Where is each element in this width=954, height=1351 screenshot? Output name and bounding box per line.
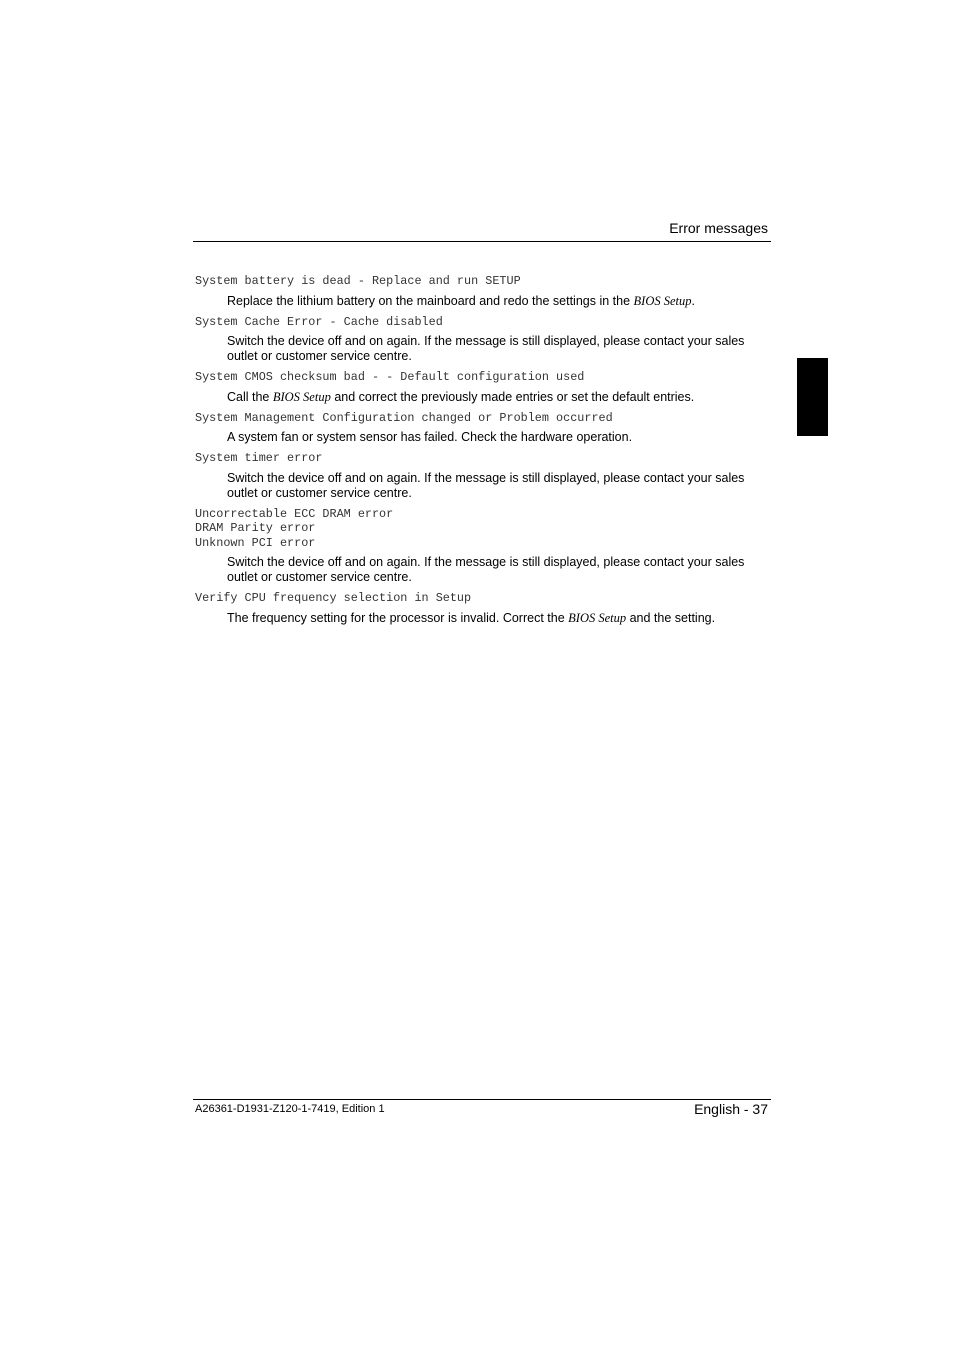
footer-divider xyxy=(193,1099,771,1100)
error-description xyxy=(227,294,772,309)
error-message-list xyxy=(195,274,771,632)
error-entry xyxy=(195,507,771,586)
error-description xyxy=(227,611,772,626)
error-entry xyxy=(195,274,771,309)
desc-italic-term: BIOS Setup xyxy=(633,293,692,308)
desc-text: A system fan or system sensor has failed. Check the hardware operation. xyxy=(227,430,633,444)
error-message: Verify CPU frequency selection in Setup xyxy=(195,591,472,605)
error-description xyxy=(227,430,772,445)
desc-text: Switch the device off and on again. If the message is still displayed, please contact your sales outlet or customer service centre. xyxy=(227,334,745,363)
error-description xyxy=(227,390,772,405)
error-entry xyxy=(195,370,771,405)
error-description xyxy=(227,334,772,364)
error-message: System battery is dead - Replace and run SETUP xyxy=(195,274,521,288)
error-description xyxy=(227,471,772,501)
error-message: System Cache Error - Cache disabled xyxy=(195,314,443,329)
desc-text: Switch the device off and on again. If the message is still displayed, please contact your sales outlet or customer service centre. xyxy=(227,555,745,584)
desc-text: . xyxy=(691,293,695,308)
error-message: System CMOS checksum bad - - Default configuration used xyxy=(195,370,585,384)
error-entry xyxy=(195,451,771,501)
desc-italic-term: BIOS Setup xyxy=(568,610,627,625)
error-entry xyxy=(195,315,771,365)
page-number: English - 37 xyxy=(694,1101,768,1117)
error-entry xyxy=(195,411,771,446)
error-message: Uncorrectable ECC DRAM error xyxy=(195,506,394,521)
desc-text: Call the xyxy=(227,389,273,404)
error-message: DRAM Parity error xyxy=(195,521,316,535)
desc-text: Switch the device off and on again. If the message is still displayed, please contact your sales outlet or customer service centre. xyxy=(227,470,745,500)
chapter-tab-marker xyxy=(797,358,828,436)
error-description xyxy=(227,555,772,585)
error-message: Unknown PCI error xyxy=(195,535,316,550)
desc-italic-term: BIOS Setup xyxy=(272,389,331,404)
error-message: System timer error xyxy=(195,451,323,465)
header-divider xyxy=(193,241,771,242)
error-message: System Management Configuration changed or Problem occurred xyxy=(195,410,613,425)
desc-text: The frequency setting for the processor is invalid. Correct the xyxy=(227,610,569,625)
desc-text: Replace the lithium battery on the mainboard and redo the settings in the xyxy=(227,293,634,308)
document-id: A26361-D1931-Z120-1-7419, Edition 1 xyxy=(195,1103,385,1115)
error-entry xyxy=(195,591,771,626)
desc-text: and the setting. xyxy=(626,610,716,625)
desc-text: and correct the previously made entries or set the default entries. xyxy=(330,389,695,404)
page-header-title: Error messages xyxy=(669,220,768,236)
